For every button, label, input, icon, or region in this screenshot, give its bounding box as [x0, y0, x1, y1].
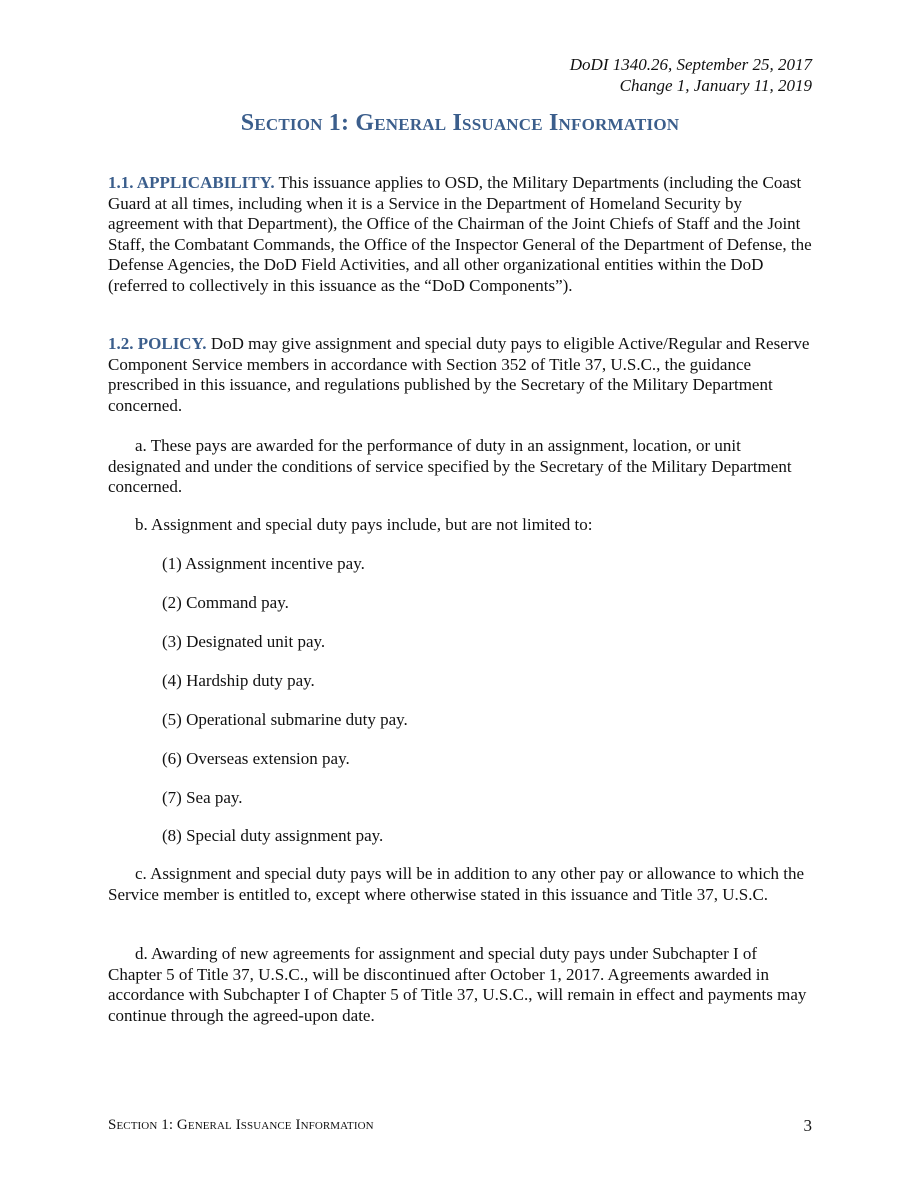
- applicability-paragraph: [108, 173, 814, 296]
- policy-text: DoD may give assignment and special duty pays to eligible Active/Regular and Reserve Component Service members in accordance with Section 352 of Title 37, U.S.C., the guidance prescribed in this issuance, and regulations published by the Secretary of the Military Department concerned.: [108, 334, 810, 415]
- header-issuance-date: DoDI 1340.26, September 25, 2017: [569, 55, 812, 74]
- applicability-heading: 1.1. APPLICABILITY.: [108, 173, 275, 192]
- footer-page-number: 3: [803, 1116, 812, 1135]
- applicability-text: This issuance applies to OSD, the Military Departments (including the Coast Guard at all times, including when it is a Service in the Department of Homeland Security by agreement with that Department), the Office of the Chairman of the Joint Chiefs of Staff and the Joint Staff, the Combatant Commands, the Office of the Inspector General of the Department of Defense, the Defense Agencies, the DoD Field Activities, and all other organizational entities within the DoD (referred to collectively in this issuance as the “DoD Components”).: [108, 173, 812, 295]
- policy-item-b: b. Assignment and special duty pays include, but are not limited to:: [135, 515, 593, 534]
- pay-list-item: (8) Special duty assignment pay.: [162, 826, 384, 845]
- policy-item-c: c. Assignment and special duty pays will be in addition to any other pay or allowance to which the Service member is entitled to, except where otherwise stated in this issuance and Title 37, U.S.C.: [108, 864, 804, 904]
- pay-list-item: (5) Operational submarine duty pay.: [162, 710, 408, 729]
- pay-list-item: (1) Assignment incentive pay.: [162, 554, 365, 573]
- pay-list-item: (3) Designated unit pay.: [162, 632, 326, 651]
- policy-heading: 1.2. POLICY.: [108, 334, 207, 353]
- pay-list-item: (6) Overseas extension pay.: [162, 749, 350, 768]
- section-title: Section 1: General Issuance Information: [240, 110, 680, 136]
- header-change-date: Change 1, January 11, 2019: [619, 76, 812, 95]
- pay-list-item: (7) Sea pay.: [162, 788, 243, 807]
- policy-item-a: a. These pays are awarded for the performance of duty in an assignment, location, or unit designated and under the conditions of service specified by the Secretary of the Military Department concerned.: [108, 436, 792, 496]
- pay-list-item: (4) Hardship duty pay.: [162, 671, 315, 690]
- pay-list-item: (2) Command pay.: [162, 593, 289, 612]
- footer-section-label: Section 1: General Issuance Information: [108, 1117, 374, 1133]
- policy-paragraph: [108, 334, 814, 416]
- policy-item-d: d. Awarding of new agreements for assignment and special duty pays under Subchapter I of Chapter 5 of Title 37, U.S.C., will be discontinued after October 1, 2017. Agreements awarded in accordance with Subchapter I of Chapter 5 of Title 37, U.S.C., will remain in effect and payments may continue through the agreed-upon date.: [108, 944, 807, 1025]
- document-header: [570, 54, 812, 96]
